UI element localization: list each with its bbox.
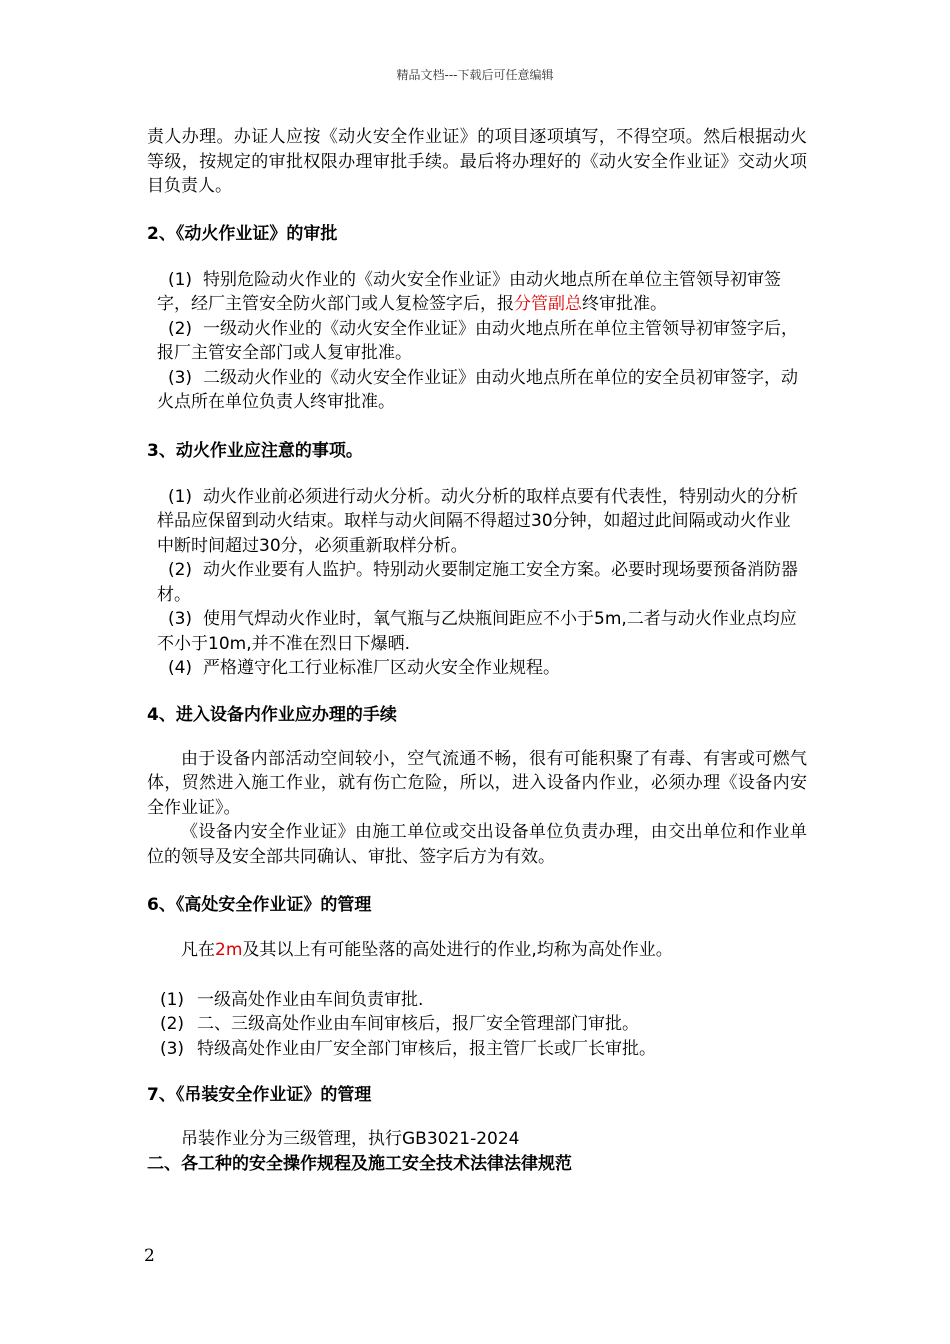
highlight-text: 分管副总 [514,294,582,314]
section-heading-6: 6、《高处安全作业证》的管理 [147,895,372,915]
page-header: 精品文档---下载后可任意编辑 [396,68,554,82]
highlight-text: 2m [215,940,243,960]
section-heading-3: 3、动火作业应注意的事项。 [147,440,363,461]
document-body [147,125,807,1176]
s7-paragraph: 吊装作业分为三级管理，执行GB3021-2024 [181,1129,520,1149]
section-heading-2: 2、《动火作业证》的审批 [147,223,338,244]
s6-item-3: (3) 特级高处作业由厂安全部门审核后，报主管厂长或厂长审批。 [159,1038,656,1059]
s6-list [147,988,807,1062]
section-heading-4: 4、进入设备内作业应办理的手续 [147,704,397,725]
s2-item-2: (2) 一级动火作业的《动火安全作业证》由动火地点所在单位主管领导初审签字后，报厂主管安全部门或人复审批准。 [157,318,798,363]
intro-paragraph: 责人办理。办证人应按《动火安全作业证》的项目逐项填写，不得空项。然后根据动火等级，按规定的审批权限办理审批手续。最后将办理好的《动火安全作业证》交动火项目负责人。 [147,127,807,196]
s6-paragraph: 凡在2m及其以上有可能坠落的高处进行的作业,均称为高处作业。 [181,940,673,960]
s3-list [147,485,807,681]
s3-item-2: (2) 动火作业要有人监护。特别动火要制定施工安全方案。必要时现场要预备消防器材。 [157,560,798,605]
chapter-heading-2: 二、各工种的安全操作规程及施工安全技术法律法律规范 [147,1153,572,1174]
s2-item-1: (1) 特别危险动火作业的《动火安全作业证》由动火地点所在单位主管领导初审签字，经厂主管安全防火部门或人复检签字后，报分管副总终审批准。 [157,269,781,314]
page-number: 2 [144,1246,155,1266]
s2-list [147,268,807,415]
s3-item-3: (3) 使用气焊动火作业时，氧气瓶与乙炔瓶间距应不小于5m,二者与动火作业点均应不小于10m,并不准在烈日下爆晒. [157,609,797,654]
s3-item-1: (1) 动火作业前必须进行动火分析。动火分析的取样点要有代表性，特别动火的分析样品应保留到动火结束。取样与动火间隔不得超过30分钟，如超过此间隔或动火作业中断时间超过30分，必须重新取样分析。 [157,486,798,556]
s4-paragraph-1: 由于设备内部活动空间较小，空气流通不畅，很有可能积聚了有毒、有害或可燃气体，贸然进入施工作业，就有伤亡危险，所以，进入设备内作业，必须办理《设备内安全作业证》。 [147,748,807,818]
s2-item-3: (3) 二级动火作业的《动火安全作业证》由动火地点所在单位的安全员初审签字，动火点所在单位负责人终审批准。 [157,367,798,412]
s3-item-4: (4) 严格遵守化工行业标准厂区动火安全作业规程。 [167,658,560,678]
s6-item-2: (2) 二、三级高处作业由车间审核后，报厂安全管理部门审批。 [159,1014,639,1034]
s6-item-1: (1) 一级高处作业由车间负责审批. [159,989,424,1010]
section-heading-7: 7、《吊装安全作业证》的管理 [147,1085,372,1105]
s4-paragraph-2: 《设备内安全作业证》由施工单位或交出设备单位负责办理，由交出单位和作业单位的领导及安全部共同确认、审批、签字后方为有效。 [147,822,807,867]
